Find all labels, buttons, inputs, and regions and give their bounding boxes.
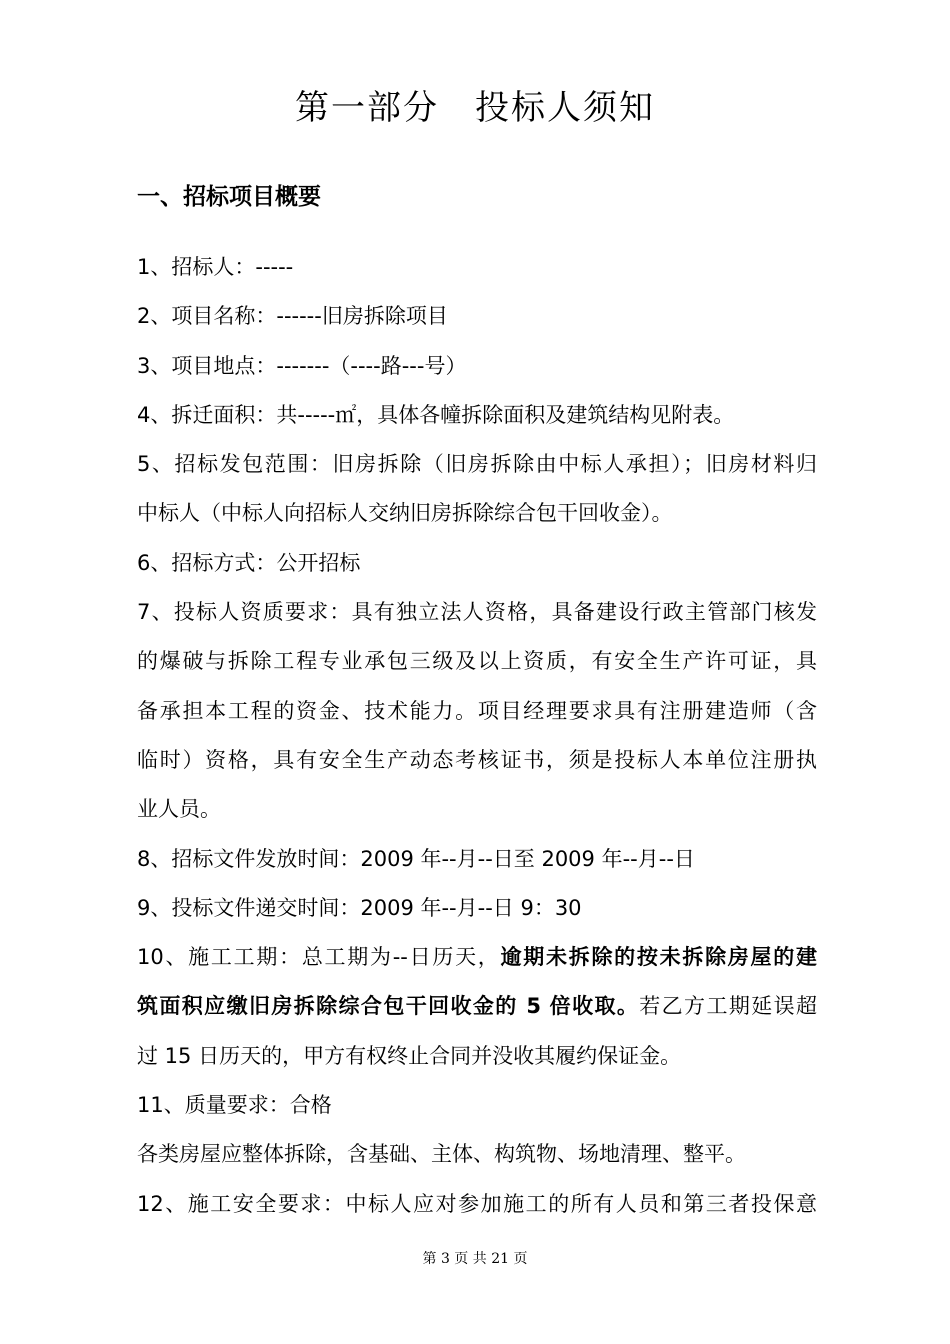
item-1-tenderer: 1、招标人：----- — [137, 255, 294, 279]
page-title: 第一部分 投标人须知 — [295, 88, 655, 128]
item-7-qualification-line-5: 业人员。 — [137, 797, 221, 822]
item-10-penalty-text: 逾期未拆除的按未拆除房屋的建 — [500, 945, 817, 970]
item-7-qualification-line-1: 7、投标人资质要求：具有独立法人资格，具备建设行政主管部门核发 — [137, 600, 817, 625]
item-7-qualification-line-4: 临时）资格，具有安全生产动态考核证书，须是投标人本单位注册执 — [137, 747, 817, 772]
item-11-quality: 11、质量要求：合格 — [137, 1093, 332, 1118]
item-3-project-location: 3、项目地点：-------（----路---号） — [137, 353, 467, 378]
item-10-duration-line-3: 过 15 日历天的，甲方有权终止合同并没收其履约保证金。 — [137, 1043, 682, 1068]
document-body — [137, 243, 817, 1229]
item-8-issue-time: 8、招标文件发放时间：2009 年--月--日至 2009 年--月--日 — [137, 846, 695, 871]
item-10-delay-text: 若乙方工期延误超 — [639, 994, 817, 1019]
section-heading: 一、招标项目概要 — [137, 184, 321, 210]
item-7-qualification-line-2: 的爆破与拆除工程专业承包三级及以上资质，有安全生产许可证，具 — [137, 649, 817, 674]
item-10-duration-line-1 — [137, 933, 817, 982]
item-10-duration-line-2 — [137, 982, 817, 1031]
page-footer: 第 3 页 共 21 页 — [422, 1251, 528, 1267]
item-10-duration-text: 10、施工工期：总工期为--日历天， — [137, 945, 501, 970]
item-5-scope-line-1: 5、招标发包范围：旧房拆除（旧房拆除由中标人承担）；旧房材料归 — [137, 452, 817, 477]
item-2-project-name: 2、项目名称：------旧房拆除项目 — [137, 304, 448, 329]
item-7-qualification-line-3: 备承担本工程的资金、技术能力。项目经理要求具有注册建造师（含 — [137, 698, 817, 723]
item-11-quality-detail: 各类房屋应整体拆除，含基础、主体、构筑物、场地清理、整平。 — [137, 1142, 746, 1167]
item-4-demolition-area: 4、拆迁面积：共-----㎡，具体各幢拆除面积及建筑结构见附表。 — [137, 402, 735, 427]
item-9-submission-time: 9、投标文件递交时间：2009 年--月--日 9：30 — [137, 895, 582, 920]
item-12-safety: 12、施工安全要求：中标人应对参加施工的所有人员和第三者投保意 — [137, 1191, 817, 1216]
item-5-scope-line-2: 中标人（中标人向招标人交纳旧房拆除综合包干回收金）。 — [137, 501, 673, 526]
item-10-penalty-text-cont: 筑面积应缴旧房拆除综合包干回收金的 5 倍收取。 — [137, 994, 640, 1019]
item-6-tender-method: 6、招标方式：公开招标 — [137, 550, 361, 575]
